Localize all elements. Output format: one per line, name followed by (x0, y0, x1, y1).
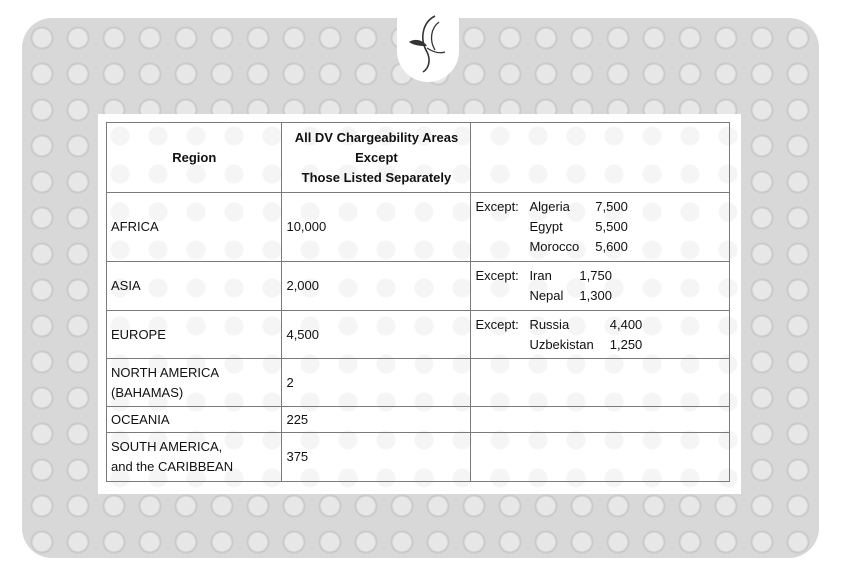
region-name: OCEANIA (111, 411, 170, 427)
exceptions-list (475, 315, 725, 355)
exception-value: 1,300 (579, 288, 612, 303)
exceptions-cell (471, 193, 730, 262)
amount-cell: 375 (282, 433, 471, 482)
region-cell (107, 193, 282, 262)
exception-value: 1,250 (609, 336, 643, 352)
header-all-areas-line3: Those Listed Separately (301, 169, 452, 185)
except-label: Except: (475, 268, 519, 283)
region-name: NORTH AMERICA (111, 364, 220, 380)
exception-country: Uzbekistan (529, 336, 594, 352)
exceptions-list (475, 266, 725, 306)
table-row (107, 193, 730, 262)
exceptions-cell (471, 407, 730, 433)
table-header-row (107, 123, 730, 193)
table-row (107, 359, 730, 407)
table-row (107, 262, 730, 311)
header-all-areas-line1: All DV Chargeability Areas (294, 129, 459, 145)
region-name-line2: and the CARIBBEAN (111, 459, 234, 474)
table-sheet (98, 114, 741, 494)
except-label: Except: (475, 199, 519, 214)
table-row (107, 433, 730, 482)
region-name: AFRICA (111, 219, 159, 234)
exceptions-cell (471, 433, 730, 482)
exceptions-cell (471, 311, 730, 359)
region-name: SOUTH AMERICA, (111, 439, 223, 454)
header-exceptions (471, 123, 730, 193)
exception-value: 5,600 (595, 239, 628, 254)
exception-country: Iran (529, 268, 552, 283)
region-cell (107, 433, 282, 482)
exception-value: 1,750 (579, 268, 612, 283)
amount-cell: 225 (282, 407, 471, 433)
exception-country: Egypt (529, 219, 563, 234)
exception-country: Nepal (529, 288, 564, 303)
region-cell (107, 262, 282, 311)
table-row (107, 407, 730, 433)
exception-country: Morocco (529, 239, 580, 254)
dv-allocation-table (106, 122, 730, 482)
amount-cell: 10,000 (282, 193, 471, 262)
region-name: EUROPE (111, 326, 166, 342)
exception-country: Russia (529, 316, 570, 332)
exception-country: Algeria (529, 199, 570, 214)
amount-cell: 2 (282, 359, 471, 407)
region-cell (107, 407, 282, 433)
amount-cell: 4,500 (282, 311, 471, 359)
region-name: ASIA (111, 278, 141, 293)
amount-cell: 2,000 (282, 262, 471, 311)
header-region: Region (107, 123, 282, 193)
exceptions-cell (471, 359, 730, 407)
table-row (107, 311, 730, 359)
exception-value: 5,500 (595, 219, 628, 234)
except-label: Except: (475, 316, 519, 332)
header-all-areas (282, 123, 471, 193)
header-all-areas-line2: Except (355, 149, 398, 165)
region-name-line2: (BAHAMAS) (111, 384, 184, 400)
exceptions-cell (471, 262, 730, 311)
exception-value: 7,500 (595, 199, 628, 214)
exceptions-list (475, 197, 725, 257)
exception-value: 4,400 (609, 316, 643, 332)
region-cell (107, 311, 282, 359)
region-cell (107, 359, 282, 407)
swallow-logo-icon (405, 8, 451, 78)
